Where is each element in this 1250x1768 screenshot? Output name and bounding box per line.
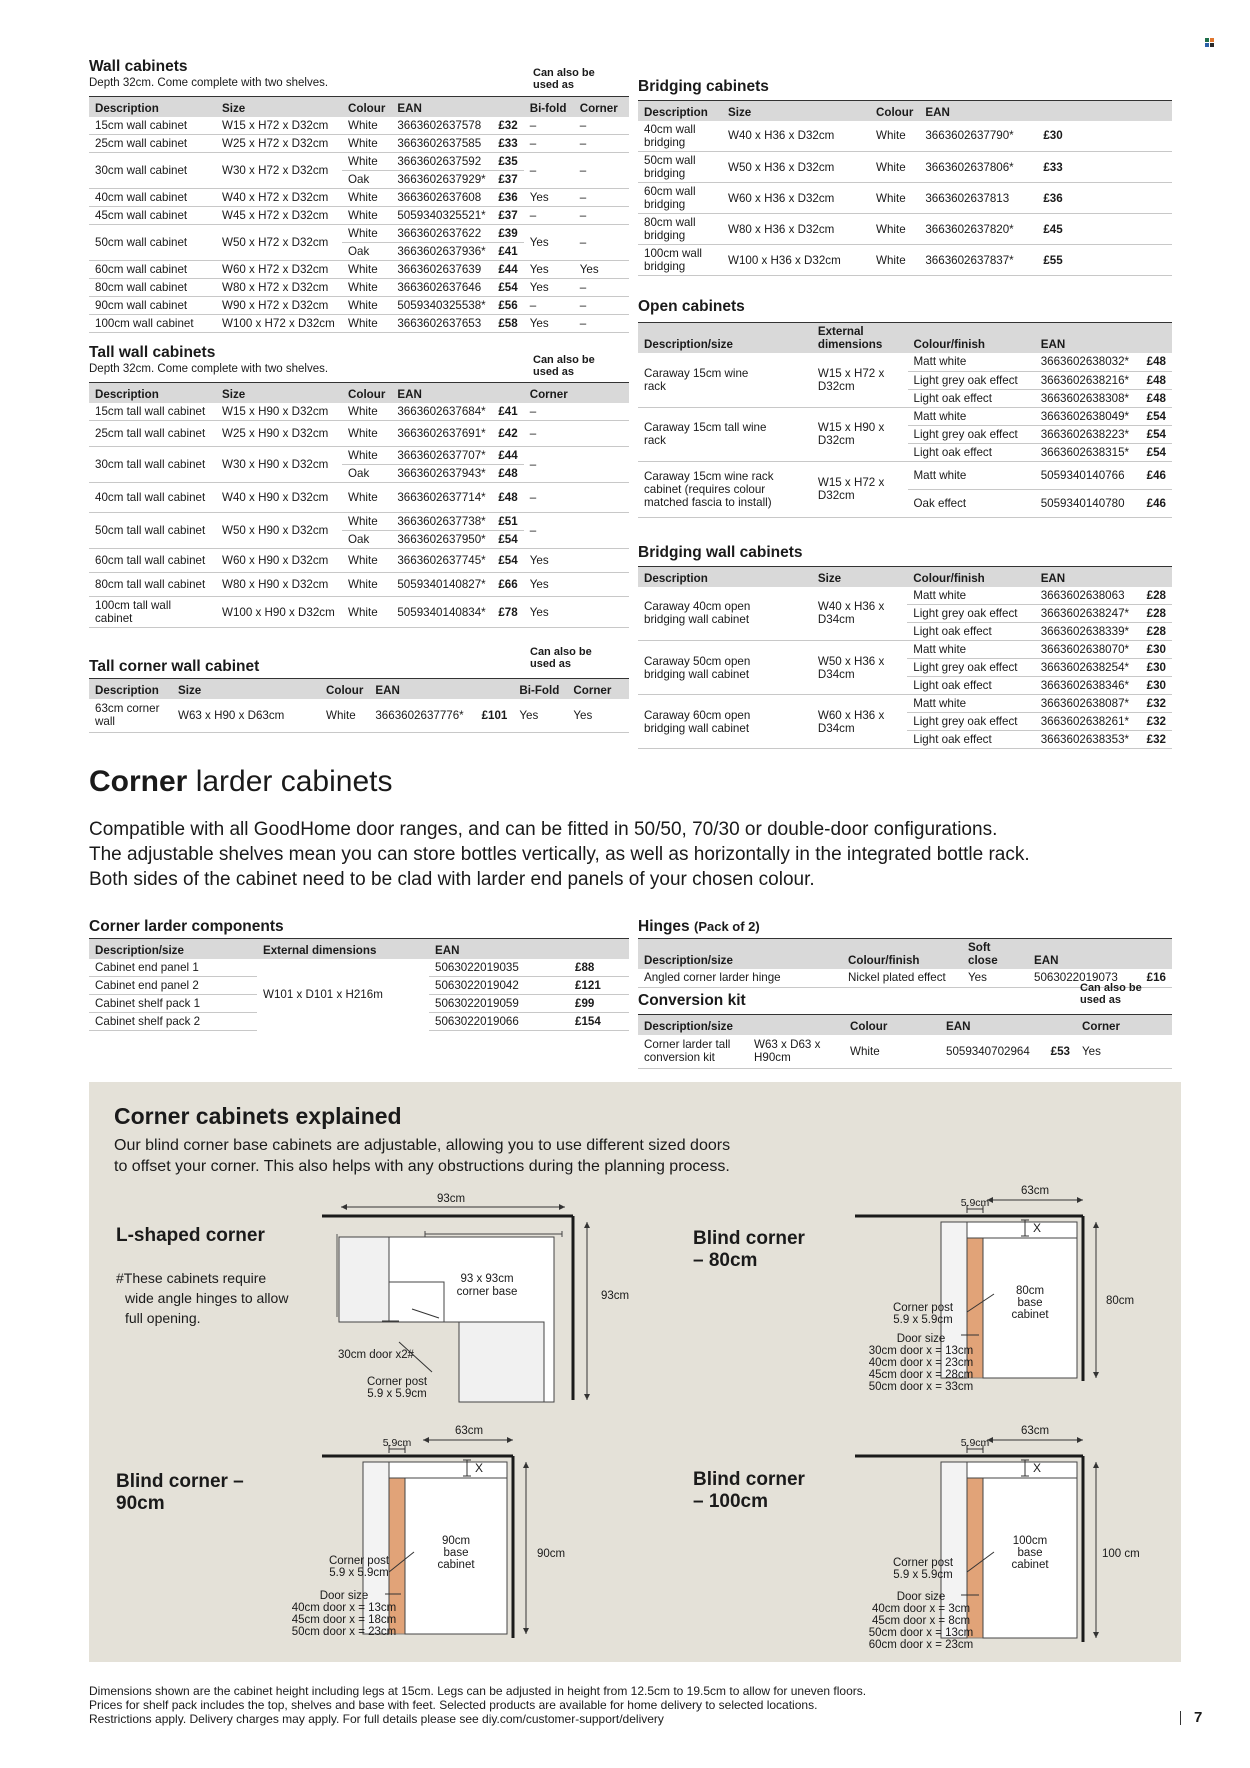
table-row: Oak 3663602637929* £37 <box>89 171 629 189</box>
open-cabinets-section <box>638 298 1172 518</box>
footer-notes: Dimensions shown are the cabinet height including legs at 15cm. Legs can be adjusted in height from 12.5cm to 19.5cm to allow for uneven floors. Prices for shelf pack includes the top, shelves and base with feet. Selected products are available for home delivery to selected locations. Restrictions apply. Delivery charges may apply. For full details please see diy.com/customer-support/delivery <box>89 1684 867 1726</box>
corner-larder-components-section <box>89 918 629 1031</box>
table-row: 50cm wall cabinet W50 x H72 x D32cm White 3663602637622 £39 Yes – <box>89 225 629 243</box>
table-row: 60cm wall cabinet W60 x H72 x D32cm White 3663602637639 £44 Yes Yes <box>89 261 629 279</box>
section-title: Open cabinets <box>638 298 745 315</box>
l-shaped-title: L-shaped corner <box>116 1225 265 1246</box>
table-row: Light grey oak effect 3663602638261* £32 <box>638 713 1172 731</box>
svg-text:Door size: Door size <box>319 1590 369 1602</box>
table-row: Oak effect 5059340140780 £46 <box>638 489 1172 517</box>
svg-text:5.9 x 5.9cm: 5.9 x 5.9cm <box>893 1314 953 1326</box>
section-subtitle: Depth 32cm. Come complete with two shelves. <box>89 77 329 89</box>
table-row: Light oak effect 3663602638308* £48 <box>638 389 1172 407</box>
svg-text:40cm door x = 23cm: 40cm door x = 23cm <box>868 1357 974 1369</box>
wall-cabinets-table <box>89 96 629 333</box>
corner-larder-title: Corner larder cabinets <box>89 765 393 798</box>
table-row: Light grey oak effect 3663602638254* £30 <box>638 659 1172 677</box>
l-side-dim: 93cm <box>601 1290 630 1302</box>
svg-text:cabinet: cabinet <box>1011 1309 1049 1321</box>
table-row: 60cm wall bridging W60 x H36 x D32cm White 3663602637813 £36 <box>638 183 1172 214</box>
table-row: Cabinet end panel 2 5063022019042 £121 <box>89 977 629 995</box>
table-row: 100cm tall wall cabinet W100 x H90 x D32cm White 5059340140834* £78 Yes <box>89 597 629 628</box>
svg-text:50cm door x = 13cm: 50cm door x = 13cm <box>868 1627 974 1639</box>
l-top-dim: 93cm <box>436 1193 466 1205</box>
svg-text:5.9cm: 5.9cm <box>960 1437 990 1449</box>
bridging-wall-cabinets-table: Description Size Colour/finish EAN Caraway 40cm open bridging wall cabinet W40 x H36 x D34cm Matt white 3663602638063 £28 Light grey oak effect 3663602638247* £28 Light oak effect 3663602638339* £28 Caraway 50cm open bridging wall cabinet W50 x H36 x D34cm Matt white 3663602638070* £30 Light grey oak effect 3663602638254* £30 Light oak effect 3663602638346* £30 Caraway 60cm open bridging wall cabinet W60 x H36 x D34cm Matt white 3663602638087* £32 Light grey oak effect 3663602638261* £32 Light oak effect 3663602638353* £32 <box>638 566 1172 749</box>
table-row: 15cm wall cabinet W15 x H72 x D32cm White 3663602637578 £32 – – <box>89 117 629 135</box>
panel-text: Our blind corner base cabinets are adjustable, allowing you to use different sized doors to offset your corner. This also helps with any obstructions during the planning process. <box>114 1137 731 1175</box>
svg-text:Corner post: Corner post <box>892 1302 954 1314</box>
corner-explained-panel <box>89 1082 1181 1662</box>
hinges-section <box>638 918 1172 988</box>
table-row: Cabinet shelf pack 1 5063022019059 £99 <box>89 995 629 1013</box>
svg-text:X: X <box>1033 1461 1042 1475</box>
table-row: 40cm wall bridging W40 x H36 x D32cm White 3663602637790* £30 <box>638 121 1172 152</box>
bridging-cabinets-section <box>638 78 1172 276</box>
svg-text:45cm door x = 8cm: 45cm door x = 8cm <box>871 1615 971 1627</box>
can-also-note: Can also be used as <box>530 646 592 670</box>
svg-text:cabinet: cabinet <box>437 1559 475 1571</box>
l-base-label-1: 93 x 93cm <box>460 1273 514 1285</box>
table-row: 90cm wall cabinet W90 x H72 x D32cm White 5059340325538* £56 – – <box>89 297 629 315</box>
table-row: Caraway 15cm tall wine rack W15 x H90 x D32cm Matt white 3663602638049* £54 <box>638 407 1172 425</box>
table-row: 50cm tall wall cabinet W50 x H90 x D32cm White 3663602637738* £51 – <box>89 513 629 531</box>
table-row: Caraway 60cm open bridging wall cabinet W60 x H36 x D34cm Matt white 3663602638087* £32 <box>638 695 1172 713</box>
section-title: Tall wall cabinets <box>89 344 216 361</box>
wall-cabinets-section <box>89 58 629 333</box>
col-header: Corner <box>574 97 629 117</box>
table-row: Corner larder tall conversion kit W63 x D63 x H90cm White 5059340702964 £53 Yes <box>638 1035 1172 1069</box>
brand-logo-icon <box>1205 34 1214 43</box>
col-header: Size <box>216 97 342 117</box>
svg-text:40cm door x = 3cm: 40cm door x = 3cm <box>871 1603 971 1615</box>
col-header: Description <box>89 97 216 117</box>
table-row: 40cm wall cabinet W40 x H72 x D32cm White 3663602637608 £36 Yes – <box>89 189 629 207</box>
table-row: Light grey oak effect 3663602638216* £48 <box>638 371 1172 389</box>
tall-wall-cabinets-section <box>89 344 629 628</box>
tall-wall-cabinets-table: Description Size Colour EAN Corner 15cm tall wall cabinet W15 x H90 x D32cm White 3663602637684* £41 – 25cm tall wall cabinet W25 x H90 x D32cm White 3663602637691* £42 – 30cm tall wall cabinet W30 x H90 x D32cm White 3663602637707* £44 – Oak 3663602637943* £48 40cm tall wall cabinet W40 x H90 x D32cm White 3663602637714* £48 – 50cm tall wall cabinet W50 x H90 x D32cm White 3663602637738* £51 – Oak 3663602637950* £54 60cm tall wall cabinet W60 x H90 x D32cm White 3663602637745* £54 Yes 80cm tall wall cabinet W80 x H90 x D32cm White 5059340140827* £66 Yes 100cm tall wall cabinet W100 x H90 x D32cm White 5059340140834* £78 Yes <box>89 382 629 628</box>
svg-text:5.9 x 5.9cm: 5.9 x 5.9cm <box>893 1569 953 1581</box>
table-row: Oak 3663602637943* £48 <box>89 465 629 483</box>
svg-text:45cm door x = 18cm: 45cm door x = 18cm <box>291 1614 397 1626</box>
hinges-table: Description/size Colour/finish Soft close EAN Angled corner larder hinge Nickel plated effect Yes 5063022019073 £16 <box>638 938 1172 988</box>
blind80-diagram <box>855 1185 1134 1393</box>
l-post-label-1: Corner post <box>366 1376 428 1388</box>
l-post-label-2: 5.9 x 5.9cm <box>367 1388 427 1400</box>
table-row: 45cm wall cabinet W45 x H72 x D32cm White 5059340325521* £37 – – <box>89 207 629 225</box>
l-base-label-2: corner base <box>456 1286 518 1298</box>
table-row: 25cm tall wall cabinet W25 x H90 x D32cm White 3663602637691* £42 – <box>89 421 629 447</box>
panel-title: Corner cabinets explained <box>114 1103 402 1129</box>
svg-text:Corner post: Corner post <box>328 1555 390 1567</box>
section-title: Bridging cabinets <box>638 78 769 95</box>
table-row: 30cm tall wall cabinet W30 x H90 x D32cm White 3663602637707* £44 – <box>89 447 629 465</box>
svg-text:base: base <box>443 1547 469 1559</box>
svg-text:X: X <box>1033 1221 1042 1235</box>
table-row: 50cm wall bridging W50 x H36 x D32cm White 3663602637806* £33 <box>638 152 1172 183</box>
section-title: Conversion kit <box>638 992 746 1009</box>
svg-text:base: base <box>1017 1547 1043 1559</box>
svg-text:30cm door x = 13cm: 30cm door x = 13cm <box>868 1345 974 1357</box>
table-row: 60cm tall wall cabinet W60 x H90 x D32cm White 3663602637745* £54 Yes <box>89 549 629 573</box>
svg-text:80cm: 80cm <box>1015 1285 1045 1297</box>
svg-text:5.9cm: 5.9cm <box>382 1437 412 1449</box>
svg-text:45cm door x = 28cm: 45cm door x = 28cm <box>868 1369 974 1381</box>
table-row: 63cm corner wall W63 x H90 x D63cm White 3663602637776* £101 Yes Yes <box>89 699 629 733</box>
svg-text:base: base <box>1017 1297 1043 1309</box>
table-row: Light oak effect 3663602638346* £30 <box>638 677 1172 695</box>
section-subtitle: Depth 32cm. Come complete with two shelves. <box>89 363 329 375</box>
table-row: 100cm wall bridging W100 x H36 x D32cm White 3663602637837* £55 <box>638 245 1172 276</box>
svg-text:50cm door x = 33cm: 50cm door x = 33cm <box>868 1381 974 1393</box>
section-title: Bridging wall cabinets <box>638 544 803 561</box>
table-row: Caraway 15cm wine rack cabinet (requires colour matched fascia to install) W15 x H72 x D32cm Matt white 5059340140766 £46 <box>638 461 1172 489</box>
svg-text:Door size: Door size <box>896 1333 946 1345</box>
page-divider <box>1180 1711 1181 1725</box>
svg-text:80cm: 80cm <box>1106 1295 1135 1307</box>
svg-text:cabinet: cabinet <box>1011 1559 1049 1571</box>
open-cabinets-table: Description/size External dimensions Colour/finish EAN Caraway 15cm wine rack W15 x H72 x D32cm Matt white 3663602638032* £48 Light grey oak effect 3663602638216* £48 Light oak effect 3663602638308* £48 Caraway 15cm tall wine rack W15 x H90 x D32cm Matt white 3663602638049* £54 Light grey oak effect 3663602638223* £54 Light oak effect 3663602638315* £54 Caraway 15cm wine rack cabinet (requires colour matched fascia to install) W15 x H72 x D32cm Matt white 5059340140766 £46 Oak effect 5059340140780 £46 <box>638 322 1172 518</box>
l-shaped-note: #These cabinets require wide angle hinges to allow full opening. <box>116 1270 289 1326</box>
table-row: Caraway 50cm open bridging wall cabinet W50 x H36 x D34cm Matt white 3663602638070* £30 <box>638 641 1172 659</box>
section-title: Corner larder components <box>89 918 284 935</box>
col-header: EAN <box>391 97 491 117</box>
table-row: Light grey oak effect 3663602638223* £54 <box>638 425 1172 443</box>
blind100-title: Blind corner – 100cm <box>693 1469 805 1512</box>
l-shaped-diagram <box>322 1193 629 1402</box>
corner-larder-components-table: Description/size External dimensions EAN Cabinet end panel 1 W101 x D101 x H216m 5063022019035 £88 Cabinet end panel 2 5063022019042 £121 Cabinet shelf pack 1 5063022019059 £99 Cabinet shelf pack 2 5063022019066 £154 <box>89 938 629 1031</box>
conversion-kit-section <box>638 982 1172 1069</box>
blind90-diagram <box>292 1425 565 1638</box>
can-also-note: Can also be used as <box>533 354 595 378</box>
conversion-kit-table: Description/size Colour EAN Corner Corner larder tall conversion kit W63 x D63 x H90cm White 5059340702964 £53 Yes <box>638 1014 1172 1069</box>
svg-text:60cm door x = 23cm: 60cm door x = 23cm <box>868 1639 974 1651</box>
svg-text:90cm: 90cm <box>441 1535 471 1547</box>
col-header <box>492 97 524 117</box>
table-row: Caraway 15cm wine rack W15 x H72 x D32cm Matt white 3663602638032* £48 <box>638 353 1172 371</box>
svg-text:50cm door x = 23cm: 50cm door x = 23cm <box>291 1626 397 1638</box>
blind100-diagram <box>855 1425 1140 1651</box>
svg-text:63cm: 63cm <box>1020 1185 1050 1197</box>
table-row: Oak 3663602637936* £41 <box>89 243 629 261</box>
svg-text:40cm door x = 13cm: 40cm door x = 13cm <box>291 1602 397 1614</box>
svg-text:100 cm: 100 cm <box>1102 1548 1140 1560</box>
can-also-note: Can also be used as <box>533 67 595 91</box>
col-header: Bi-fold <box>524 97 574 117</box>
table-row: Cabinet shelf pack 2 5063022019066 £154 <box>89 1013 629 1031</box>
svg-text:63cm: 63cm <box>454 1425 484 1437</box>
svg-text:63cm: 63cm <box>1020 1425 1050 1437</box>
table-row: 25cm wall cabinet W25 x H72 x D32cm White 3663602637585 £33 – – <box>89 135 629 153</box>
table-row: Light oak effect 3663602638315* £54 <box>638 443 1172 461</box>
table-row: 80cm wall cabinet W80 x H72 x D32cm White 3663602637646 £54 Yes – <box>89 279 629 297</box>
table-row: Light grey oak effect 3663602638247* £28 <box>638 605 1172 623</box>
blind90-title: Blind corner – 90cm <box>116 1471 244 1514</box>
table-row: 15cm tall wall cabinet W15 x H90 x D32cm White 3663602637684* £41 – <box>89 403 629 421</box>
corner-diagrams <box>89 1082 1181 1662</box>
section-title: Wall cabinets <box>89 58 188 75</box>
blind80-title: Blind corner – 80cm <box>693 1228 805 1271</box>
svg-text:Door size: Door size <box>896 1591 946 1603</box>
table-row: 30cm wall cabinet W30 x H72 x D32cm White 3663602637592 £35 – – <box>89 153 629 171</box>
corner-larder-intro: Compatible with all GoodHome door ranges, and can be fitted in 50/50, 70/30 or double-door configurations. The adjustable shelves mean you can store bottles vertically, as well as horizontally in the integrated bottle rack. Both sides of the cabinet need to be clad with larder end panels of your chosen colour. <box>89 819 1030 890</box>
can-also-note: Can also be used as <box>1080 982 1142 1006</box>
page-number: 7 <box>1194 1709 1203 1726</box>
table-row: 100cm wall cabinet W100 x H72 x D32cm White 3663602637653 £58 Yes – <box>89 315 629 333</box>
l-door-label: 30cm door x2# <box>337 1349 415 1361</box>
svg-text:100cm: 100cm <box>1012 1535 1048 1547</box>
table-row: Caraway 40cm open bridging wall cabinet W40 x H36 x D34cm Matt white 3663602638063 £28 <box>638 587 1172 605</box>
table-row: 80cm wall bridging W80 x H36 x D32cm White 3663602637820* £45 <box>638 214 1172 245</box>
table-row: Light oak effect 3663602638339* £28 <box>638 623 1172 641</box>
bridging-cabinets-table: Description Size Colour EAN 40cm wall bridging W40 x H36 x D32cm White 3663602637790* £30 50cm wall bridging W50 x H36 x D32cm White 3663602637806* £33 60cm wall bridging W60 x H36 x D32cm White 3663602637813 £36 80cm wall bridging W80 x H36 x D32cm White 3663602637820* £45 100cm wall bridging W100 x H36 x D32cm White 3663602637837* £55 <box>638 100 1172 276</box>
svg-text:90cm: 90cm <box>537 1548 566 1560</box>
tall-corner-wall-table: Description Size Colour EAN Bi-Fold Corner 63cm corner wall W63 x H90 x D63cm White 3663602637776* £101 Yes Yes <box>89 678 629 733</box>
table-row: Angled corner larder hinge Nickel plated effect Yes 5063022019073 £16 <box>638 969 1172 987</box>
table-row: 80cm tall wall cabinet W80 x H90 x D32cm White 5059340140827* £66 Yes <box>89 573 629 597</box>
table-row: Cabinet end panel 1 W101 x D101 x H216m 5063022019035 £88 <box>89 959 629 977</box>
svg-text:5.9 x 5.9cm: 5.9 x 5.9cm <box>329 1567 389 1579</box>
svg-text:5.9cm: 5.9cm <box>960 1197 990 1209</box>
table-row: Light oak effect 3663602638353* £32 <box>638 731 1172 749</box>
bridging-wall-cabinets-section <box>638 544 1172 749</box>
section-title: Hinges (Pack of 2) <box>638 918 760 935</box>
col-header: Colour <box>342 97 391 117</box>
svg-text:Corner post: Corner post <box>892 1557 954 1569</box>
section-title: Tall corner wall cabinet <box>89 658 260 675</box>
table-row: 40cm tall wall cabinet W40 x H90 x D32cm White 3663602637714* £48 – <box>89 483 629 513</box>
tall-corner-wall-section <box>89 646 629 733</box>
table-row: Oak 3663602637950* £54 <box>89 531 629 549</box>
svg-text:X: X <box>475 1461 484 1475</box>
